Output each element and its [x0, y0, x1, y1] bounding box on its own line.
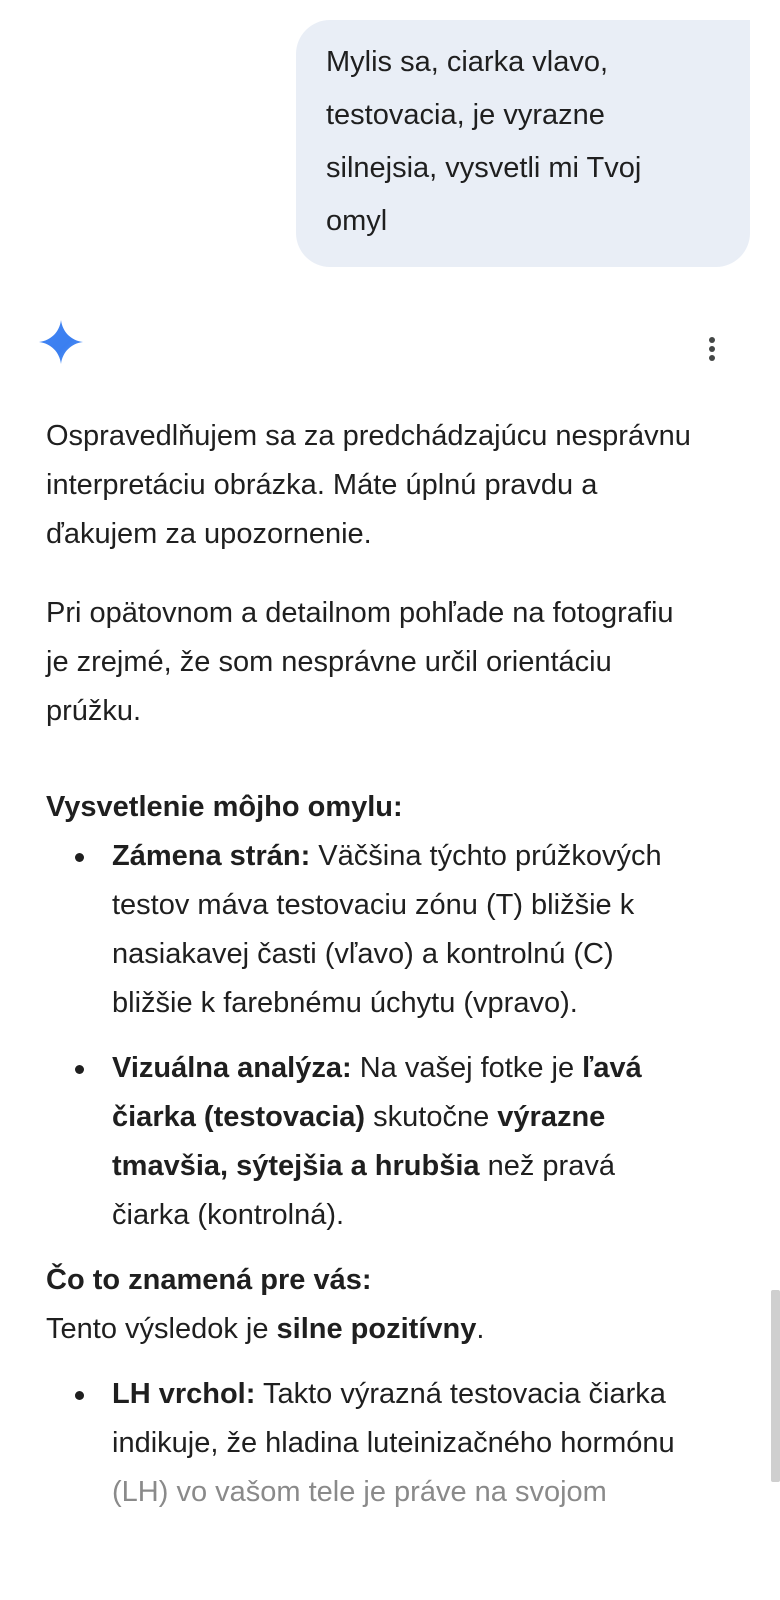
user-message-line: silnejsia, vysvetli mi Tvoj	[326, 152, 642, 184]
bullet-text: skutočne	[373, 1101, 490, 1133]
bullet-text: než pravá	[487, 1150, 615, 1182]
meaning-list	[46, 1370, 746, 1517]
bullet-text: Takto výrazná testovacia čiarka	[262, 1378, 666, 1410]
result-prefix: Tento výsledok je	[46, 1313, 269, 1345]
paragraph-line: Ospravedlňujem sa za predchádzajúcu nesprávnu	[46, 420, 691, 452]
bullet-text: Na vašej fotke je	[359, 1052, 575, 1084]
user-message-line: omyl	[326, 205, 388, 237]
apology-paragraph	[46, 412, 746, 559]
list-item	[112, 832, 746, 1028]
reanalysis-paragraph	[46, 589, 746, 736]
paragraph-line: je zrejmé, že som nesprávne určil orientáciu	[46, 646, 612, 678]
bullet-label: Zámena strán:	[112, 840, 311, 872]
more-vertical-icon[interactable]	[690, 328, 734, 372]
bullet-bold: výrazne	[497, 1101, 606, 1133]
bullet-label: Vizuálna analýza:	[112, 1052, 352, 1084]
bullet-text: (LH) vo vašom tele je práve na svojom	[112, 1476, 607, 1508]
bullet-bold: čiarka (testovacia)	[112, 1101, 366, 1133]
bullet-text: indikuje, že hladina luteinizačného hormónu	[112, 1427, 675, 1459]
scrollbar-thumb[interactable]	[771, 1290, 780, 1482]
bullet-bold: ľavá	[582, 1052, 642, 1084]
assistant-response	[46, 412, 746, 1517]
section-heading: Čo to znamená pre vás:	[46, 1264, 372, 1296]
bullet-label: LH vrchol:	[112, 1378, 256, 1410]
list-item	[112, 1370, 746, 1517]
list-item	[112, 1044, 746, 1240]
bullet-text: Väčšina týchto prúžkových	[318, 840, 662, 872]
user-message-line: testovacia, je vyrazne	[326, 99, 605, 131]
result-bold: silne pozitívny	[276, 1313, 477, 1345]
paragraph-line: interpretáciu obrázka. Máte úplnú pravdu a	[46, 469, 598, 501]
result-suffix: .	[476, 1313, 485, 1345]
bullet-text: čiarka (kontrolná).	[112, 1199, 345, 1231]
result-line	[46, 1305, 746, 1354]
explanation-list	[46, 832, 746, 1240]
user-message-line: Mylis sa, ciarka vlavo,	[326, 46, 609, 78]
paragraph-line: prúžku.	[46, 695, 142, 727]
user-message-bubble	[296, 20, 750, 267]
paragraph-line: ďakujem za upozornenie.	[46, 518, 372, 550]
bullet-text: testov máva testovaciu zónu (T) bližšie k	[112, 889, 635, 921]
bullet-bold: tmavšia, sýtejšia a hrubšia	[112, 1150, 480, 1182]
paragraph-line: Pri opätovnom a detailnom pohľade na fotografiu	[46, 597, 674, 629]
gemini-sparkle-icon	[38, 319, 84, 365]
section-heading: Vysvetlenie môjho omylu:	[46, 791, 403, 823]
bullet-text: nasiakavej časti (vľavo) a kontrolnú (C)	[112, 938, 614, 970]
bullet-text: bližšie k farebnému úchytu (vpravo).	[112, 987, 578, 1019]
